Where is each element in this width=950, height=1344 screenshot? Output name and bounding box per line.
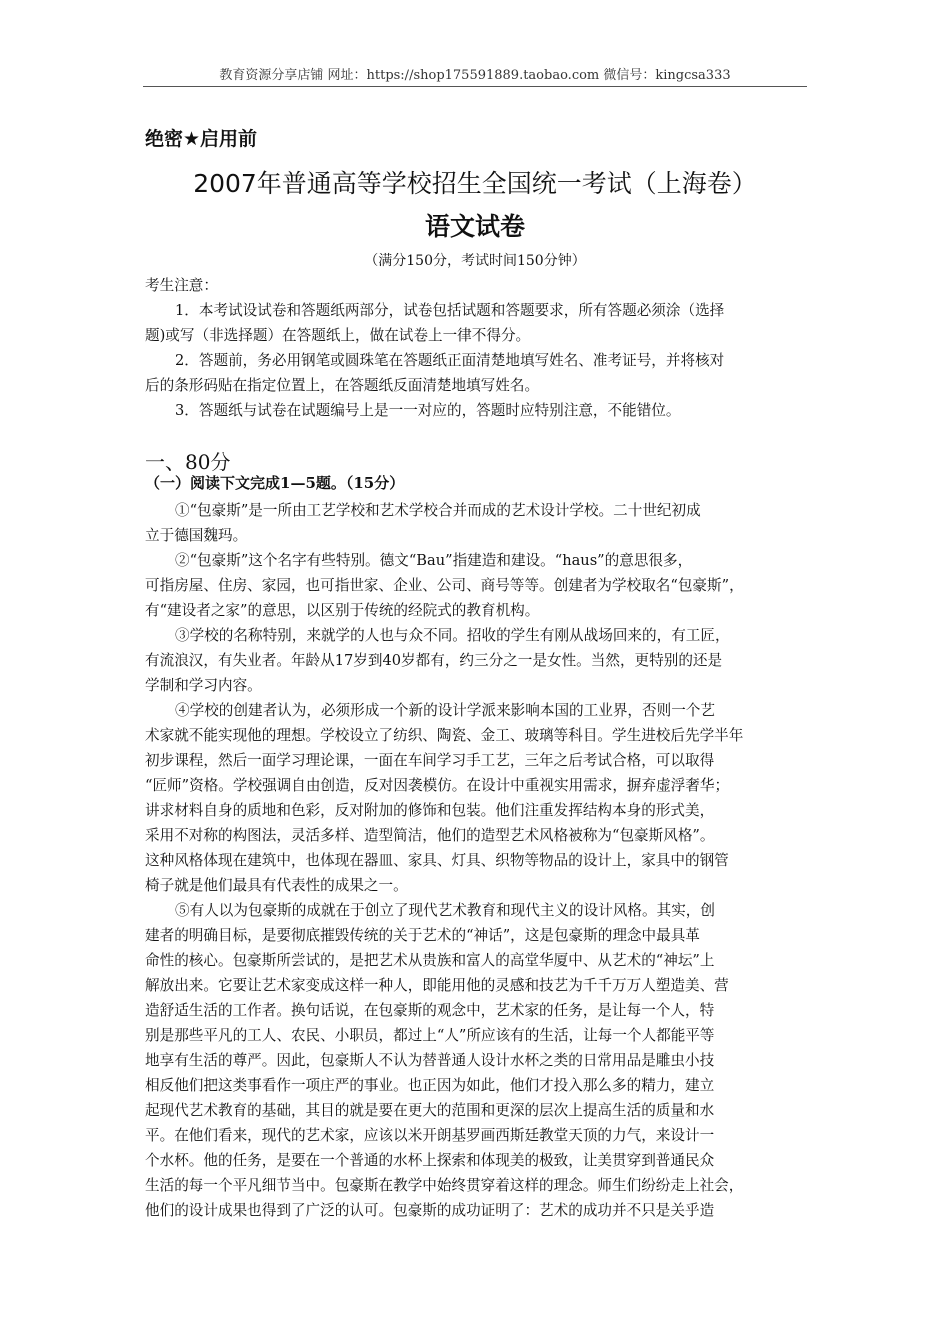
- passage-line: 个水杯。他的任务，是要在一个普通的水杯上探索和体现美的极致，让美贯穿到普通民众: [145, 1152, 715, 1169]
- notice-line: 1．本考试设试卷和答题纸两部分，试卷包括试题和答题要求，所有答题必须涂（选择: [175, 302, 725, 319]
- passage-line: 相反他们把这类事看作一项庄严的事业。也正因为如此，他们才投入那么多的精力，建立: [145, 1077, 715, 1094]
- header-divider: [143, 86, 807, 87]
- notice-heading: 考生注意：: [145, 277, 218, 294]
- passage-line: 起现代艺术教育的基础，其目的就是要在更大的范围和更深的层次上提高生活的质量和水: [145, 1102, 715, 1119]
- passage-line: 他们的设计成果也得到了广泛的认可。包豪斯的成功证明了：艺术的成功并不只是关乎造: [145, 1202, 715, 1219]
- notice-line: 3．答题纸与试卷在试题编号上是一一对应的，答题时应特别注意，不能错位。: [175, 402, 681, 419]
- passage-line: 有“建设者之家”的意思，以区别于传统的经院式的教育机构。: [145, 602, 540, 619]
- passage-line: ②“包豪斯”这个名字有些特别。德文“Bau”指建造和建设。“haus”的意思很多，: [175, 552, 693, 569]
- passage-line: ⑤有人以为包豪斯的成就在于创立了现代艺术教育和现代主义的设计风格。其实，创: [175, 902, 715, 919]
- passage-line: 可指房屋、住房、家园，也可指世家、企业、公司、商号等等。创建者为学校取名“包豪斯”，: [145, 577, 744, 594]
- passage-line: 解放出来。它要让艺术家变成这样一种人，即能用他的灵感和技艺为千千万万人塑造美、营: [145, 977, 729, 994]
- exam-info: （满分150分，考试时间150分钟）: [364, 253, 586, 269]
- section-heading: 一、80分: [145, 450, 231, 474]
- passage-line: 术家就不能实现他的理想。学校设立了纺织、陶瓷、金工、玻璃等科目。学生进校后先学半年: [145, 727, 744, 744]
- passage-line: 命性的核心。包豪斯所尝试的，是把艺术从贵族和富人的高堂华厦中、从艺术的“神坛”上: [145, 952, 715, 969]
- notice-line: 后的条形码贴在指定位置上，在答题纸反面清楚地填写姓名。: [145, 377, 540, 394]
- confidential-label: 绝密★启用前: [145, 128, 258, 150]
- reading-passage: [145, 498, 809, 1223]
- passage-line: 椅子就是他们最具有代表性的成果之一。: [145, 877, 408, 894]
- passage-line: 地享有生活的尊严。因此，包豪斯人不认为替普通人设计水杯之类的日常用品是雕虫小技: [145, 1052, 715, 1069]
- passage-line: 造舒适生活的工作者。换句话说，在包豪斯的观念中，艺术家的任务，是让每一个人，特: [145, 1002, 715, 1019]
- passage-line: 学制和学习内容。: [145, 677, 262, 694]
- exam-subject: 语文试卷: [424, 212, 525, 241]
- passage-line: “匠师”资格。学校强调自由创造，反对因袭模仿。在设计中重视实用需求，摒弃虚浮奢华；: [145, 777, 730, 794]
- passage-line: 讲求材料自身的质地和色彩，反对附加的修饰和包装。他们注重发挥结构本身的形式美，: [145, 802, 715, 819]
- passage-line: ④学校的创建者认为，必须形成一个新的设计学派来影响本国的工业界，否则一个艺: [175, 702, 715, 719]
- passage-line: 建者的明确目标，是要彻底摧毁传统的关于艺术的“神话”，这是包豪斯的理念中最具革: [145, 927, 700, 944]
- passage-line: ③学校的名称特别，来就学的人也与众不同。招收的学生有刚从战场回来的，有工匠，: [175, 627, 730, 644]
- passage-line: ①“包豪斯”是一所由工艺学校和艺术学校合并而成的艺术设计学校。二十世纪初成: [175, 502, 701, 519]
- passage-line: 这种风格体现在建筑中，也体现在器皿、家具、灯具、织物等物品的设计上，家具中的钢管: [145, 852, 729, 869]
- passage-line: 生活的每一个平凡细节当中。包豪斯在教学中始终贯穿着这样的理念。师生们纷纷走上社会，: [145, 1177, 744, 1194]
- passage-line: 平。在他们看来，现代的艺术家，应该以米开朗基罗画西斯廷教堂天顶的力气，来设计一: [145, 1127, 715, 1144]
- exam-title: 2007年普通高等学校招生全国统一考试（上海卷）: [193, 169, 757, 198]
- question-heading: （一）阅读下文完成1—5题。（15分）: [145, 474, 405, 492]
- passage-line: 采用不对称的构图法，灵活多样、造型简洁，他们的造型艺术风格被称为“包豪斯风格”。: [145, 827, 715, 844]
- passage-line: 立于德国魏玛。: [145, 527, 248, 544]
- passage-line: 有流浪汉，有失业者。年龄从17岁到40岁都有，约三分之一是女性。当然，更特别的还是: [145, 652, 723, 669]
- notice-list: [145, 298, 809, 423]
- notice-line: 2．答题前，务必用钢笔或圆珠笔在答题纸正面清楚地填写姓名、准考证号，并将核对: [175, 352, 725, 369]
- notice-block: [145, 273, 809, 423]
- passage-line: 别是那些平凡的工人、农民、小职员，都过上“人”所应该有的生活，让每一个人都能平等: [145, 1027, 715, 1044]
- notice-line: 题)或写（非选择题）在答题纸上，做在试卷上一律不得分。: [145, 327, 531, 344]
- page-header: 教育资源分享店铺 网址：https://shop175591889.taobao.com 微信号：kingcsa333: [219, 68, 731, 83]
- passage-line: 初步课程，然后一面学习理论课，一面在车间学习手工艺，三年之后考试合格，可以取得: [145, 752, 715, 769]
